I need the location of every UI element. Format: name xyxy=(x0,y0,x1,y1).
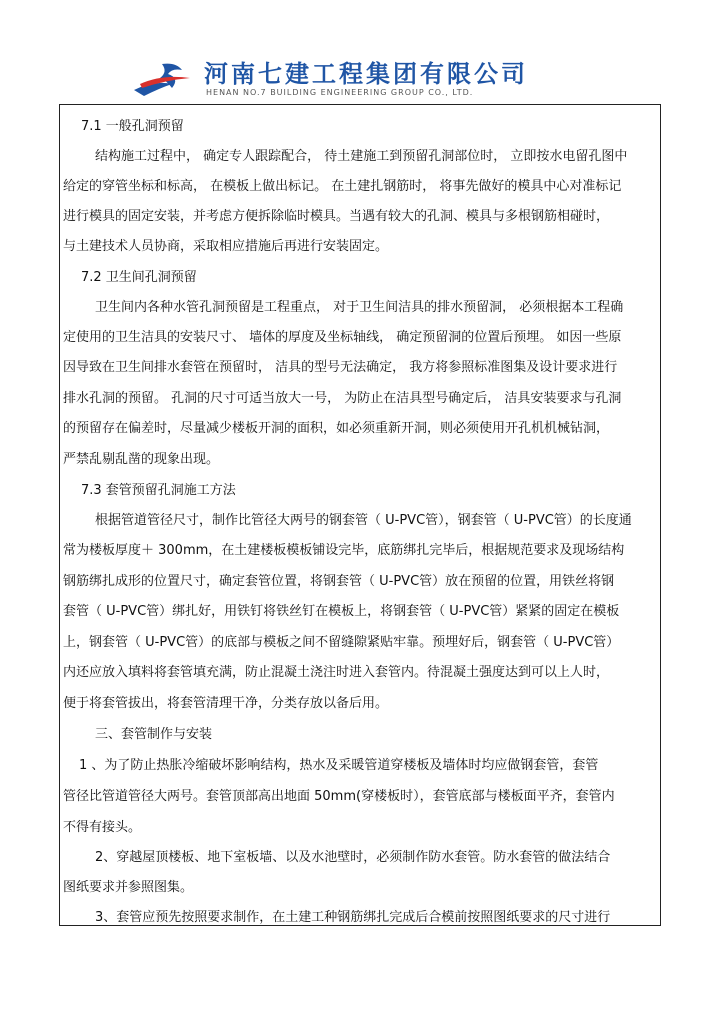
paragraph-line: 钢筋绑扎成形的位置尺寸，确定套管位置，将钢套管（ U-PVC管）放在预留的位置，用铁丝将钢 xyxy=(63,574,615,589)
paragraph-line: 1 、为了防止热胀冷缩破坏影响结构，热水及采暖管道穿楼板及墙体时均应做钢套管，套管 xyxy=(79,758,599,773)
paragraph-line: 内还应放入填料将套管填充满，防止混凝土浇注时进入套管内。待混凝土强度达到可以上人时， xyxy=(63,665,610,680)
section-heading-7-3: 7.3 套管预留孔洞施工方法 xyxy=(81,483,236,498)
paragraph-line: 严禁乱剔乱凿的现象出现。 xyxy=(63,452,220,467)
section-heading-7-1: 7.1 一般孔洞预留 xyxy=(81,119,184,134)
paragraph-line: 2、穿越屋顶楼板、地下室板墙、以及水池壁时，必须制作防水套管。防水套管的做法结合 xyxy=(95,850,611,865)
paragraph-line: 与土建技术人员协商，采取相应措施后再进行安装固定。 xyxy=(63,239,389,254)
paragraph-line: 因导致在卫生间排水套管在预留时， 洁具的型号无法确定， 我方将参照标准图集及设计要求进行 xyxy=(63,360,618,375)
paragraph-line: 进行模具的固定安装，并考虑方便拆除临时模具。当遇有较大的孔洞、模具与多根钢筋相碰时， xyxy=(63,209,610,224)
paragraph-line: 套管（ U-PVC管）绑扎好，用铁钉将铁丝钉在模板上，将钢套管（ U-PVC管）紧紧的固定在模板 xyxy=(63,604,620,619)
paragraph-line: 排水孔洞的预留。 孔洞的尺寸可适当放大一号， 为防止在洁具型号确定后， 洁具安装要求与孔洞 xyxy=(63,391,622,406)
company-name-cn: 河南七建工程集团有限公司 xyxy=(204,60,528,88)
paragraph-line: 定使用的卫生洁具的安装尺寸、 墙体的厚度及坐标轴线， 确定预留洞的位置后预埋。 如因一些原 xyxy=(63,330,622,345)
paragraph-line: 图纸要求并参照图集。 xyxy=(63,880,194,895)
section-heading-3: 三、套管制作与安装 xyxy=(95,727,213,742)
paragraph-line: 的预留存在偏差时，尽量减少楼板开洞的面积，如必须重新开洞，则必须使用开孔机机械钻洞， xyxy=(63,421,610,436)
paragraph-line: 便于将套管拔出，将套管清理干净，分类存放以备后用。 xyxy=(63,696,389,711)
paragraph-line: 卫生间内各种水管孔洞预留是工程重点， 对于卫生间洁具的排水预留洞， 必须根据本工程确 xyxy=(95,300,624,315)
paragraph-line: 上，钢套管（ U-PVC管）的底部与模板之间不留缝隙紧贴牢靠。预埋好后，钢套管（ U-PVC管） xyxy=(63,635,620,650)
company-name-en: HENAN NO.7 BUILDING ENGINEERING GROUP CO., LTD. xyxy=(206,88,474,97)
paragraph-line: 根据管道管径尺寸，制作比管径大两号的钢套管（ U-PVC管），钢套管（ U-PVC管）的长度通 xyxy=(95,513,632,528)
section-heading-7-2: 7.2 卫生间孔洞预留 xyxy=(81,270,197,285)
paragraph-line: 给定的穿管坐标和标高， 在模板上做出标记。 在土建扎钢筋时， 将事先做好的模具中心对准标记 xyxy=(63,179,622,194)
paragraph-line: 结构施工过程中， 确定专人跟踪配合， 待土建施工到预留孔洞部位时， 立即按水电留孔图中 xyxy=(95,149,628,164)
paragraph-line: 管径比管道管径大两号。套管顶部高出地面 50mm(穿楼板时），套管底部与楼板面平齐，套管内 xyxy=(63,789,615,804)
paragraph-line: 3、套管应预先按照要求制作，在土建工种钢筋绑扎完成后合模前按照图纸要求的尺寸进行 xyxy=(95,910,611,925)
paragraph-line: 不得有接头。 xyxy=(63,820,142,835)
page-header xyxy=(0,0,724,104)
paragraph-line: 常为楼板厚度＋ 300mm，在土建楼板模板铺设完毕，底筋绑扎完毕后，根据规范要求及现场结构 xyxy=(63,543,625,558)
company-logo-icon xyxy=(132,60,194,98)
